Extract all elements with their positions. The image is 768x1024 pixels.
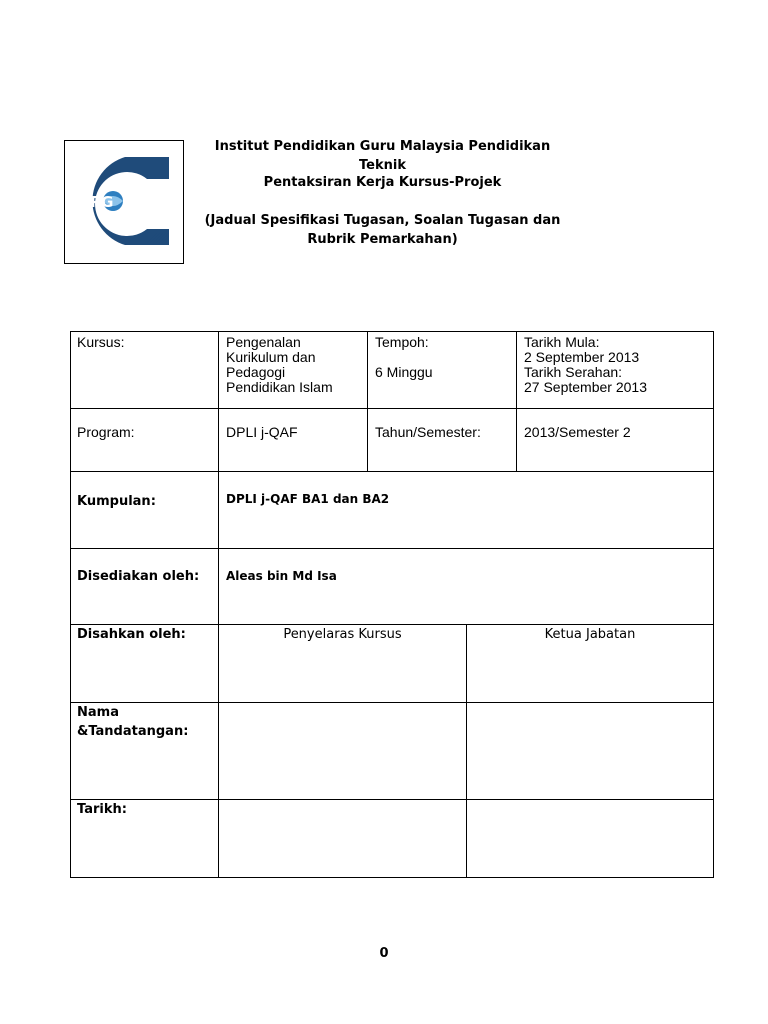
tempoh-value: 6 Minggu [375, 364, 433, 380]
nama-label-cell [70, 702, 219, 800]
tarikh-cell [516, 331, 714, 409]
kumpulan-value: DPLI j-QAF BA1 dan BA2 [226, 492, 390, 506]
penyelaras-cell [218, 624, 467, 703]
nama-penyelaras-cell [218, 702, 467, 800]
kursus-value-line: Kurikulum dan [226, 349, 316, 365]
kumpulan-value-cell [218, 471, 714, 549]
kursus-label: Kursus: [77, 334, 125, 350]
disediakan-value: Aleas bin Md Isa [226, 569, 337, 583]
logo-text: iPG [85, 193, 114, 211]
tarikh-serahan-label: Tarikh Serahan: [524, 364, 623, 380]
nama-label-line-1: Nama [77, 705, 119, 720]
program-value-cell [218, 408, 368, 472]
kumpulan-label: Kumpulan: [77, 494, 156, 509]
tarikh-serahan-value: 27 September 2013 [524, 379, 647, 395]
tarikh-label: Tarikh: [77, 802, 127, 817]
tarikh-mula-label: Tarikh Mula: [524, 334, 600, 350]
tarikh-penyelaras-cell [218, 799, 467, 878]
disahkan-label: Disahkan oleh: [77, 627, 186, 642]
ketua-label: Ketua Jabatan [544, 627, 636, 642]
program-value: DPLI j-QAF [226, 424, 298, 440]
kursus-value-line: Pendidikan Islam [226, 379, 333, 395]
disediakan-label: Disediakan oleh: [77, 569, 200, 584]
disahkan-label-cell [70, 624, 219, 703]
kumpulan-label-cell [70, 471, 219, 549]
document-subtitle [190, 211, 575, 249]
disediakan-value-cell [218, 548, 714, 625]
subtitle-line-2: Rubrik Pemarkahan) [307, 232, 458, 247]
tarikh-mula-value: 2 September 2013 [524, 349, 640, 365]
subtitle-line-1: (Jadual Spesifikasi Tugasan, Soalan Tugasan dan [204, 213, 561, 228]
page-number: 0 [379, 946, 389, 961]
tarikh-ketua-cell [466, 799, 714, 878]
kursus-value-line: Pengenalan [226, 334, 301, 350]
tahun-label: Tahun/Semester: [375, 424, 481, 440]
disediakan-label-cell [70, 548, 219, 625]
nama-ketua-cell [466, 702, 714, 800]
tahun-label-cell [367, 408, 517, 472]
tahun-value: 2013/Semester 2 [524, 424, 631, 440]
kursus-label-cell [70, 331, 219, 409]
kursus-value-line: Pedagogi [226, 364, 286, 380]
institution-title: Institut Pendidikan Guru Malaysia Pendidikan Teknik [214, 139, 551, 173]
institution-logo [64, 140, 184, 264]
tahun-value-cell [516, 408, 714, 472]
penyelaras-label: Penyelaras Kursus [283, 627, 402, 642]
tarikh-label-cell [70, 799, 219, 878]
nama-label-line-2: &Tandatangan: [77, 724, 189, 739]
kursus-value-cell [218, 331, 368, 409]
assessment-title: Pentaksiran Kerja Kursus-Projek [263, 175, 502, 190]
tempoh-label: Tempoh: [375, 334, 429, 350]
tempoh-cell [367, 331, 517, 409]
program-label-cell [70, 408, 219, 472]
ketua-cell [466, 624, 714, 703]
program-label: Program: [77, 424, 135, 440]
ipg-logo-icon [65, 141, 183, 263]
